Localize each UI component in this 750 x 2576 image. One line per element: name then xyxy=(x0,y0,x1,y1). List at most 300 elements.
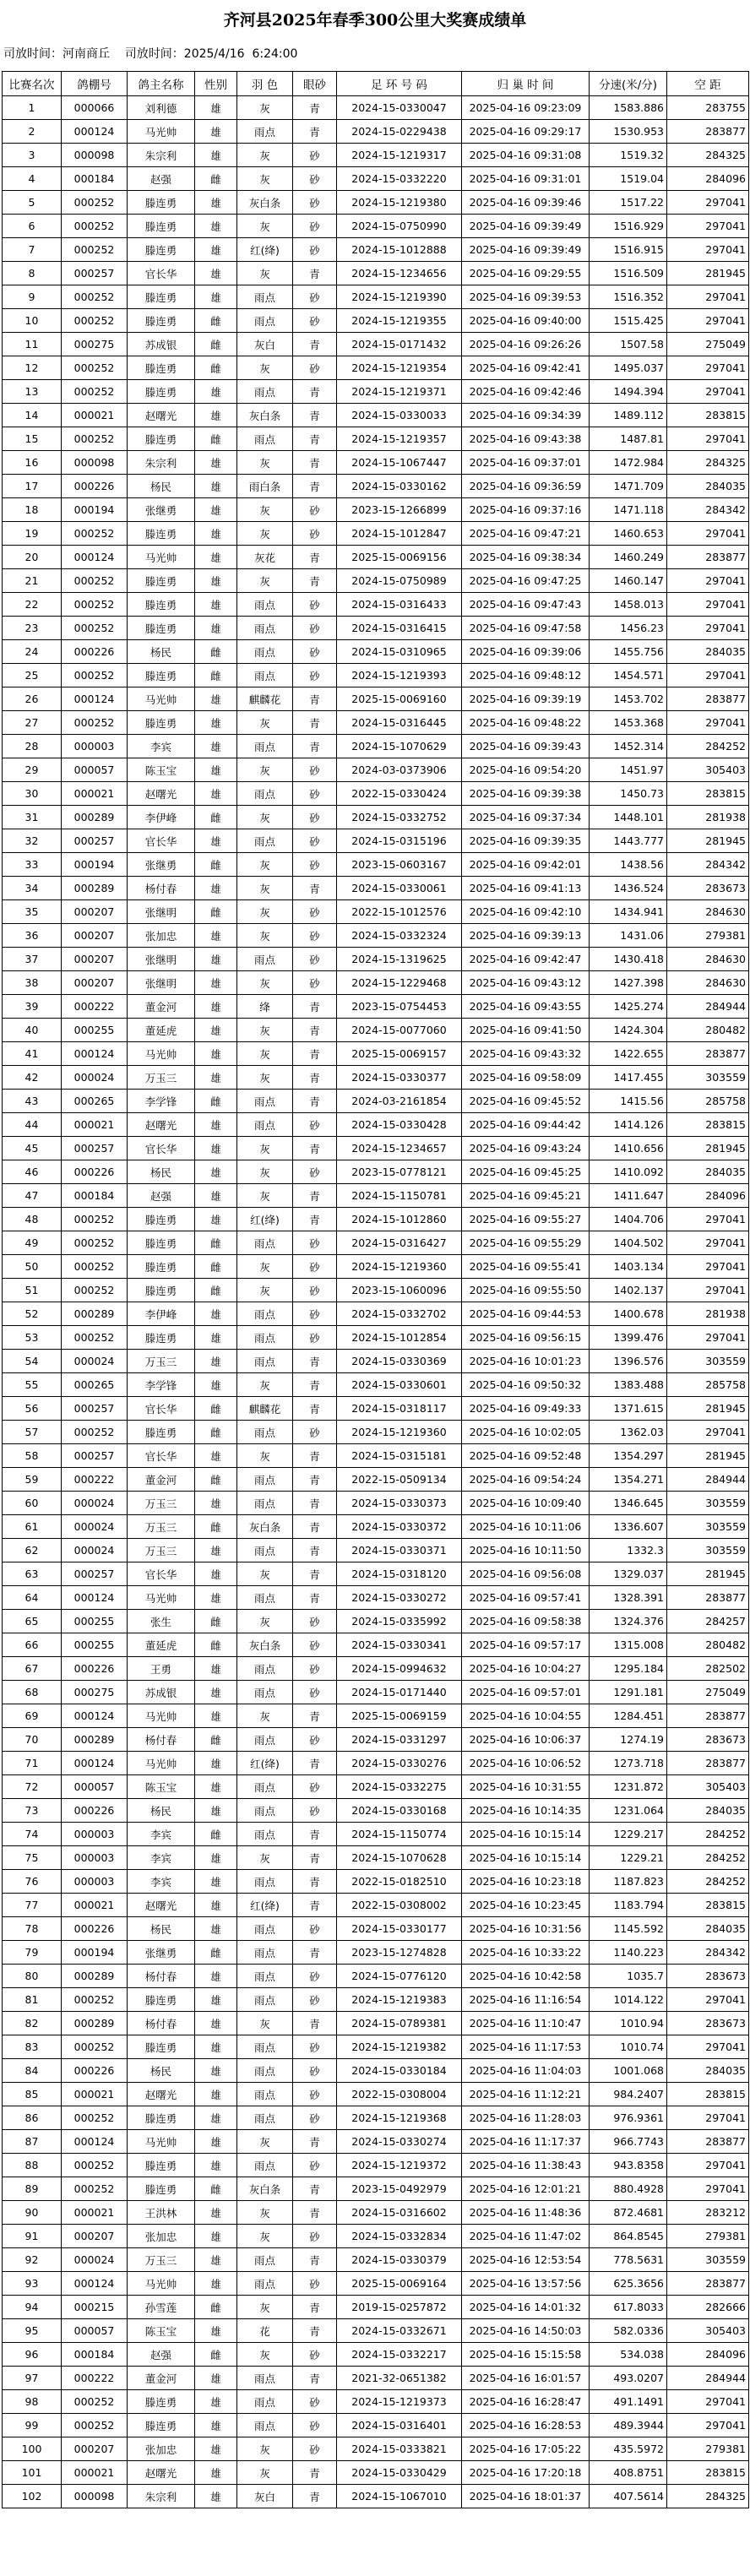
eye-cell: 青 xyxy=(293,2296,337,2319)
table-row xyxy=(3,1255,749,1279)
speed-cell: 1295.184 xyxy=(590,1657,667,1681)
eye-cell: 砂 xyxy=(293,664,337,687)
speed-cell: 1453.368 xyxy=(590,711,667,735)
ring-number-cell: 2022-15-0308002 xyxy=(337,1894,462,1917)
owner-cell: 滕连勇 xyxy=(128,711,195,735)
ring-number-cell: 2024-15-0077060 xyxy=(337,1019,462,1042)
loft-id-cell: 000124 xyxy=(62,1752,128,1775)
speed-cell: 491.1491 xyxy=(590,2390,667,2414)
color-cell: 灰花 xyxy=(237,546,293,569)
sex-cell: 雌 xyxy=(195,640,237,664)
speed-cell: 1229.21 xyxy=(590,1846,667,1870)
loft-id-cell: 000021 xyxy=(62,1894,128,1917)
sex-cell: 雄 xyxy=(195,191,237,215)
owner-cell: 马光帅 xyxy=(128,120,195,144)
eye-cell: 青 xyxy=(293,120,337,144)
sex-cell: 雄 xyxy=(195,1066,237,1090)
eye-cell: 砂 xyxy=(293,948,337,971)
ring-number-cell: 2024-15-0171440 xyxy=(337,1681,462,1704)
ring-number-cell: 2024-15-0330033 xyxy=(337,404,462,427)
ring-number-cell: 2024-15-0332324 xyxy=(337,924,462,948)
owner-cell: 滕连勇 xyxy=(128,285,195,309)
eye-cell: 青 xyxy=(293,451,337,475)
sex-cell: 雄 xyxy=(195,2225,237,2248)
loft-id-cell: 000252 xyxy=(62,2154,128,2177)
owner-cell: 滕连勇 xyxy=(128,191,195,215)
release-info: 司放时间：河南商丘 司放时间：2025/4/16 6:24:00 xyxy=(3,47,298,61)
distance-cell: 283877 xyxy=(667,2272,749,2296)
table-row xyxy=(3,1586,749,1610)
distance-cell: 275049 xyxy=(667,333,749,356)
table-row xyxy=(3,96,749,120)
distance-cell: 283877 xyxy=(667,1586,749,1610)
color-cell: 雨点 xyxy=(237,1657,293,1681)
rank-cell: 14 xyxy=(3,404,62,427)
loft-id-cell: 000024 xyxy=(62,1350,128,1373)
loft-id-cell: 000194 xyxy=(62,853,128,877)
distance-cell: 297041 xyxy=(667,1326,749,1350)
table-row xyxy=(3,593,749,617)
loft-id-cell: 000003 xyxy=(62,735,128,758)
arrival-time-cell: 2025-04-16 10:04:27 xyxy=(462,1657,590,1681)
distance-cell: 283877 xyxy=(667,546,749,569)
loft-id-cell: 000226 xyxy=(62,1917,128,1941)
distance-cell: 284630 xyxy=(667,900,749,924)
speed-cell: 1427.398 xyxy=(590,971,667,995)
arrival-time-cell: 2025-04-16 09:57:41 xyxy=(462,1586,590,1610)
ring-number-cell: 2024-15-0330061 xyxy=(337,877,462,900)
sex-cell: 雌 xyxy=(195,853,237,877)
sex-cell: 雄 xyxy=(195,1444,237,1468)
table-row xyxy=(3,2319,749,2343)
owner-cell: 马光帅 xyxy=(128,546,195,569)
rank-cell: 82 xyxy=(3,2012,62,2035)
loft-id-cell: 000124 xyxy=(62,546,128,569)
eye-cell: 砂 xyxy=(293,285,337,309)
loft-id-cell: 000124 xyxy=(62,2130,128,2154)
table-row xyxy=(3,2106,749,2130)
distance-cell: 285758 xyxy=(667,1373,749,1397)
eye-cell: 砂 xyxy=(293,2035,337,2059)
owner-cell: 李宾 xyxy=(128,1823,195,1846)
arrival-time-cell: 2025-04-16 09:39:35 xyxy=(462,829,590,853)
rank-cell: 23 xyxy=(3,617,62,640)
color-cell: 雨点 xyxy=(237,617,293,640)
table-row xyxy=(3,1019,749,1042)
arrival-time-cell: 2025-04-16 18:01:37 xyxy=(462,2485,590,2508)
color-cell: 雨点 xyxy=(237,1988,293,2012)
eye-cell: 砂 xyxy=(293,215,337,238)
arrival-time-cell: 2025-04-16 09:44:42 xyxy=(462,1113,590,1137)
sex-cell: 雌 xyxy=(195,1279,237,1302)
speed-cell: 1443.777 xyxy=(590,829,667,853)
ring-number-cell: 2024-15-1219360 xyxy=(337,1421,462,1444)
loft-id-cell: 000252 xyxy=(62,2177,128,2201)
owner-cell: 滕连勇 xyxy=(128,1988,195,2012)
loft-id-cell: 000289 xyxy=(62,1728,128,1752)
eye-cell: 青 xyxy=(293,96,337,120)
arrival-time-cell: 2025-04-16 17:05:22 xyxy=(462,2437,590,2461)
header-distance: 空 距 xyxy=(667,72,749,96)
sex-cell: 雄 xyxy=(195,2130,237,2154)
distance-cell: 283877 xyxy=(667,120,749,144)
loft-id-cell: 000184 xyxy=(62,167,128,191)
eye-cell: 砂 xyxy=(293,924,337,948)
sex-cell: 雄 xyxy=(195,924,237,948)
rank-cell: 41 xyxy=(3,1042,62,1066)
rank-cell: 74 xyxy=(3,1823,62,1846)
owner-cell: 官长华 xyxy=(128,1137,195,1160)
arrival-time-cell: 2025-04-16 09:37:34 xyxy=(462,806,590,829)
rank-cell: 87 xyxy=(3,2130,62,2154)
loft-id-cell: 000255 xyxy=(62,1019,128,1042)
rank-cell: 51 xyxy=(3,1279,62,1302)
owner-cell: 滕连勇 xyxy=(128,664,195,687)
distance-cell: 281938 xyxy=(667,806,749,829)
color-cell: 灰白条 xyxy=(237,191,293,215)
table-row xyxy=(3,711,749,735)
owner-cell: 万玉三 xyxy=(128,1539,195,1562)
color-cell: 绛 xyxy=(237,995,293,1019)
ring-number-cell: 2024-15-0332217 xyxy=(337,2343,462,2367)
distance-cell: 283212 xyxy=(667,2201,749,2225)
owner-cell: 滕连勇 xyxy=(128,238,195,262)
rank-cell: 56 xyxy=(3,1397,62,1421)
speed-cell: 976.9361 xyxy=(590,2106,667,2130)
sex-cell: 雄 xyxy=(195,1965,237,1988)
eye-cell: 砂 xyxy=(293,2225,337,2248)
color-cell: 灰 xyxy=(237,167,293,191)
table-row xyxy=(3,1231,749,1255)
rank-cell: 6 xyxy=(3,215,62,238)
table-row xyxy=(3,1562,749,1586)
eye-cell: 青 xyxy=(293,333,337,356)
loft-id-cell: 000257 xyxy=(62,829,128,853)
distance-cell: 297041 xyxy=(667,2414,749,2437)
rank-cell: 45 xyxy=(3,1137,62,1160)
color-cell: 灰 xyxy=(237,1444,293,1468)
arrival-time-cell: 2025-04-16 09:43:32 xyxy=(462,1042,590,1066)
loft-id-cell: 000289 xyxy=(62,1965,128,1988)
ring-number-cell: 2022-15-0182510 xyxy=(337,1870,462,1894)
speed-cell: 1507.58 xyxy=(590,333,667,356)
owner-cell: 赵曙光 xyxy=(128,2461,195,2485)
distance-cell: 281945 xyxy=(667,1562,749,1586)
ring-number-cell: 2022-15-1012576 xyxy=(337,900,462,924)
rank-cell: 58 xyxy=(3,1444,62,1468)
speed-cell: 1516.915 xyxy=(590,238,667,262)
table-row xyxy=(3,546,749,569)
distance-cell: 284035 xyxy=(667,640,749,664)
rank-cell: 89 xyxy=(3,2177,62,2201)
ring-number-cell: 2024-15-1219357 xyxy=(337,427,462,451)
rank-cell: 48 xyxy=(3,1208,62,1231)
rank-cell: 17 xyxy=(3,475,62,498)
owner-cell: 苏成银 xyxy=(128,1681,195,1704)
arrival-time-cell: 2025-04-16 09:43:38 xyxy=(462,427,590,451)
owner-cell: 张继明 xyxy=(128,900,195,924)
arrival-time-cell: 2025-04-16 10:33:22 xyxy=(462,1941,590,1965)
owner-cell: 杨民 xyxy=(128,1917,195,1941)
sex-cell: 雄 xyxy=(195,144,237,167)
distance-cell: 297041 xyxy=(667,1421,749,1444)
sex-cell: 雄 xyxy=(195,2414,237,2437)
arrival-time-cell: 2025-04-16 09:43:12 xyxy=(462,971,590,995)
loft-id-cell: 000252 xyxy=(62,2035,128,2059)
distance-cell: 297041 xyxy=(667,569,749,593)
results-table xyxy=(2,71,749,2508)
owner-cell: 滕连勇 xyxy=(128,2177,195,2201)
sex-cell: 雄 xyxy=(195,1373,237,1397)
sex-cell: 雌 xyxy=(195,1231,237,1255)
owner-cell: 官长华 xyxy=(128,262,195,285)
loft-id-cell: 000252 xyxy=(62,356,128,380)
table-row xyxy=(3,333,749,356)
rank-cell: 10 xyxy=(3,309,62,333)
rank-cell: 54 xyxy=(3,1350,62,1373)
rank-cell: 53 xyxy=(3,1326,62,1350)
sex-cell: 雄 xyxy=(195,617,237,640)
rank-cell: 98 xyxy=(3,2390,62,2414)
eye-cell: 砂 xyxy=(293,1279,337,1302)
color-cell: 雨点 xyxy=(237,735,293,758)
loft-id-cell: 000252 xyxy=(62,309,128,333)
eye-cell: 砂 xyxy=(293,829,337,853)
eye-cell: 砂 xyxy=(293,1113,337,1137)
arrival-time-cell: 2025-04-16 09:55:50 xyxy=(462,1279,590,1302)
loft-id-cell: 000021 xyxy=(62,404,128,427)
arrival-time-cell: 2025-04-16 10:42:58 xyxy=(462,1965,590,1988)
arrival-time-cell: 2025-04-16 09:52:48 xyxy=(462,1444,590,1468)
distance-cell: 280482 xyxy=(667,1633,749,1657)
header-color: 羽 色 xyxy=(237,72,293,96)
speed-cell: 1291.181 xyxy=(590,1681,667,1704)
speed-cell: 1399.476 xyxy=(590,1326,667,1350)
distance-cell: 303559 xyxy=(667,1539,749,1562)
loft-id-cell: 000252 xyxy=(62,2414,128,2437)
table-row xyxy=(3,2059,749,2083)
ring-number-cell: 2023-15-0754453 xyxy=(337,995,462,1019)
table-row xyxy=(3,2437,749,2461)
speed-cell: 1458.013 xyxy=(590,593,667,617)
loft-id-cell: 000194 xyxy=(62,1941,128,1965)
distance-cell: 297041 xyxy=(667,356,749,380)
eye-cell: 青 xyxy=(293,1042,337,1066)
arrival-time-cell: 2025-04-16 12:01:21 xyxy=(462,2177,590,2201)
speed-cell: 1396.576 xyxy=(590,1350,667,1373)
table-row xyxy=(3,1799,749,1823)
eye-cell: 砂 xyxy=(293,1421,337,1444)
table-row xyxy=(3,948,749,971)
eye-cell: 青 xyxy=(293,1208,337,1231)
loft-id-cell: 000124 xyxy=(62,120,128,144)
speed-cell: 1448.101 xyxy=(590,806,667,829)
speed-cell: 1425.274 xyxy=(590,995,667,1019)
loft-id-cell: 000252 xyxy=(62,1231,128,1255)
speed-cell: 1436.524 xyxy=(590,877,667,900)
speed-cell: 1519.32 xyxy=(590,144,667,167)
owner-cell: 杨民 xyxy=(128,1160,195,1184)
owner-cell: 朱宗利 xyxy=(128,144,195,167)
distance-cell: 297041 xyxy=(667,285,749,309)
color-cell: 灰 xyxy=(237,1562,293,1586)
distance-cell: 283877 xyxy=(667,1042,749,1066)
owner-cell: 王勇 xyxy=(128,1657,195,1681)
owner-cell: 滕连勇 xyxy=(128,617,195,640)
speed-cell: 1324.376 xyxy=(590,1610,667,1633)
sex-cell: 雄 xyxy=(195,2106,237,2130)
speed-cell: 1329.037 xyxy=(590,1562,667,1586)
distance-cell: 281945 xyxy=(667,1397,749,1421)
eye-cell: 砂 xyxy=(293,1231,337,1255)
loft-id-cell: 000124 xyxy=(62,1586,128,1610)
distance-cell: 297041 xyxy=(667,711,749,735)
owner-cell: 张生 xyxy=(128,1610,195,1633)
arrival-time-cell: 2025-04-16 09:41:50 xyxy=(462,1019,590,1042)
table-row xyxy=(3,1775,749,1799)
loft-id-cell: 000057 xyxy=(62,2319,128,2343)
owner-cell: 赵强 xyxy=(128,2343,195,2367)
color-cell: 雨点 xyxy=(237,2154,293,2177)
table-row xyxy=(3,2035,749,2059)
ring-number-cell: 2024-15-1150774 xyxy=(337,1823,462,1846)
table-row xyxy=(3,451,749,475)
distance-cell: 284252 xyxy=(667,1823,749,1846)
eye-cell: 砂 xyxy=(293,522,337,546)
owner-cell: 董金河 xyxy=(128,995,195,1019)
sex-cell: 雌 xyxy=(195,2177,237,2201)
distance-cell: 283877 xyxy=(667,1752,749,1775)
eye-cell: 砂 xyxy=(293,144,337,167)
speed-cell: 1411.647 xyxy=(590,1184,667,1208)
loft-id-cell: 000252 xyxy=(62,238,128,262)
color-cell: 雨点 xyxy=(237,1113,293,1137)
loft-id-cell: 000207 xyxy=(62,948,128,971)
table-row xyxy=(3,1917,749,1941)
speed-cell: 1371.615 xyxy=(590,1397,667,1421)
color-cell: 灰 xyxy=(237,1373,293,1397)
rank-cell: 85 xyxy=(3,2083,62,2106)
sex-cell: 雄 xyxy=(195,522,237,546)
speed-cell: 872.4681 xyxy=(590,2201,667,2225)
sex-cell: 雌 xyxy=(195,2343,237,2367)
speed-cell: 1315.008 xyxy=(590,1633,667,1657)
sex-cell: 雄 xyxy=(195,1681,237,1704)
sex-cell: 雌 xyxy=(195,1728,237,1752)
distance-cell: 303559 xyxy=(667,1066,749,1090)
color-cell: 雨点 xyxy=(237,380,293,404)
speed-cell: 1035.7 xyxy=(590,1965,667,1988)
rank-cell: 20 xyxy=(3,546,62,569)
arrival-time-cell: 2025-04-16 11:28:03 xyxy=(462,2106,590,2130)
ring-number-cell: 2024-15-1067010 xyxy=(337,2485,462,2508)
table-row xyxy=(3,404,749,427)
eye-cell: 青 xyxy=(293,1704,337,1728)
rank-cell: 8 xyxy=(3,262,62,285)
sex-cell: 雄 xyxy=(195,262,237,285)
owner-cell: 董金河 xyxy=(128,2367,195,2390)
arrival-time-cell: 2025-04-16 11:17:53 xyxy=(462,2035,590,2059)
distance-cell: 279381 xyxy=(667,2225,749,2248)
sex-cell: 雄 xyxy=(195,1042,237,1066)
ring-number-cell: 2024-15-0310965 xyxy=(337,640,462,664)
sex-cell: 雄 xyxy=(195,2201,237,2225)
ring-number-cell: 2024-15-0330372 xyxy=(337,1515,462,1539)
table-row xyxy=(3,1633,749,1657)
speed-cell: 1516.509 xyxy=(590,262,667,285)
sex-cell: 雄 xyxy=(195,1539,237,1562)
rank-cell: 34 xyxy=(3,877,62,900)
table-row xyxy=(3,1515,749,1539)
color-cell: 雨点 xyxy=(237,427,293,451)
loft-id-cell: 000098 xyxy=(62,2485,128,2508)
ring-number-cell: 2019-15-0257872 xyxy=(337,2296,462,2319)
eye-cell: 青 xyxy=(293,1019,337,1042)
color-cell: 灰白 xyxy=(237,2485,293,2508)
eye-cell: 青 xyxy=(293,711,337,735)
loft-id-cell: 000252 xyxy=(62,2106,128,2130)
sex-cell: 雌 xyxy=(195,427,237,451)
ring-number-cell: 2024-15-0332702 xyxy=(337,1302,462,1326)
color-cell: 雨点 xyxy=(237,1421,293,1444)
color-cell: 雨点 xyxy=(237,1586,293,1610)
ring-number-cell: 2024-15-0332220 xyxy=(337,167,462,191)
ring-number-cell: 2024-15-0318117 xyxy=(337,1397,462,1421)
arrival-time-cell: 2025-04-16 11:38:43 xyxy=(462,2154,590,2177)
loft-id-cell: 000252 xyxy=(62,1208,128,1231)
loft-id-cell: 000024 xyxy=(62,2248,128,2272)
eye-cell: 砂 xyxy=(293,617,337,640)
sex-cell: 雄 xyxy=(195,498,237,522)
ring-number-cell: 2024-15-0330162 xyxy=(337,475,462,498)
ring-number-cell: 2024-03-2161854 xyxy=(337,1090,462,1113)
distance-cell: 303559 xyxy=(667,1515,749,1539)
owner-cell: 董延虎 xyxy=(128,1019,195,1042)
rank-cell: 49 xyxy=(3,1231,62,1255)
arrival-time-cell: 2025-04-16 09:48:22 xyxy=(462,711,590,735)
rank-cell: 79 xyxy=(3,1941,62,1965)
table-row xyxy=(3,1610,749,1633)
ring-number-cell: 2024-15-0332834 xyxy=(337,2225,462,2248)
table-row xyxy=(3,1208,749,1231)
eye-cell: 砂 xyxy=(293,1728,337,1752)
sex-cell: 雄 xyxy=(195,2248,237,2272)
rank-cell: 27 xyxy=(3,711,62,735)
distance-cell: 297041 xyxy=(667,2106,749,2130)
owner-cell: 滕连勇 xyxy=(128,569,195,593)
color-cell: 灰白条 xyxy=(237,1515,293,1539)
distance-cell: 297041 xyxy=(667,1255,749,1279)
eye-cell: 青 xyxy=(293,1373,337,1397)
rank-cell: 9 xyxy=(3,285,62,309)
table-row xyxy=(3,1373,749,1397)
eye-cell: 砂 xyxy=(293,356,337,380)
eye-cell: 青 xyxy=(293,735,337,758)
ring-number-cell: 2024-15-0750989 xyxy=(337,569,462,593)
arrival-time-cell: 2025-04-16 09:23:09 xyxy=(462,96,590,120)
arrival-time-cell: 2025-04-16 09:54:24 xyxy=(462,1468,590,1492)
ring-number-cell: 2024-15-1219360 xyxy=(337,1255,462,1279)
owner-cell: 孙雪莲 xyxy=(128,2296,195,2319)
arrival-time-cell: 2025-04-16 11:16:54 xyxy=(462,1988,590,2012)
eye-cell: 青 xyxy=(293,2485,337,2508)
arrival-time-cell: 2025-04-16 09:42:01 xyxy=(462,853,590,877)
ring-number-cell: 2024-15-1219368 xyxy=(337,2106,462,2130)
distance-cell: 281945 xyxy=(667,1137,749,1160)
table-row xyxy=(3,1752,749,1775)
speed-cell: 1231.064 xyxy=(590,1799,667,1823)
owner-cell: 陈玉宝 xyxy=(128,2319,195,2343)
